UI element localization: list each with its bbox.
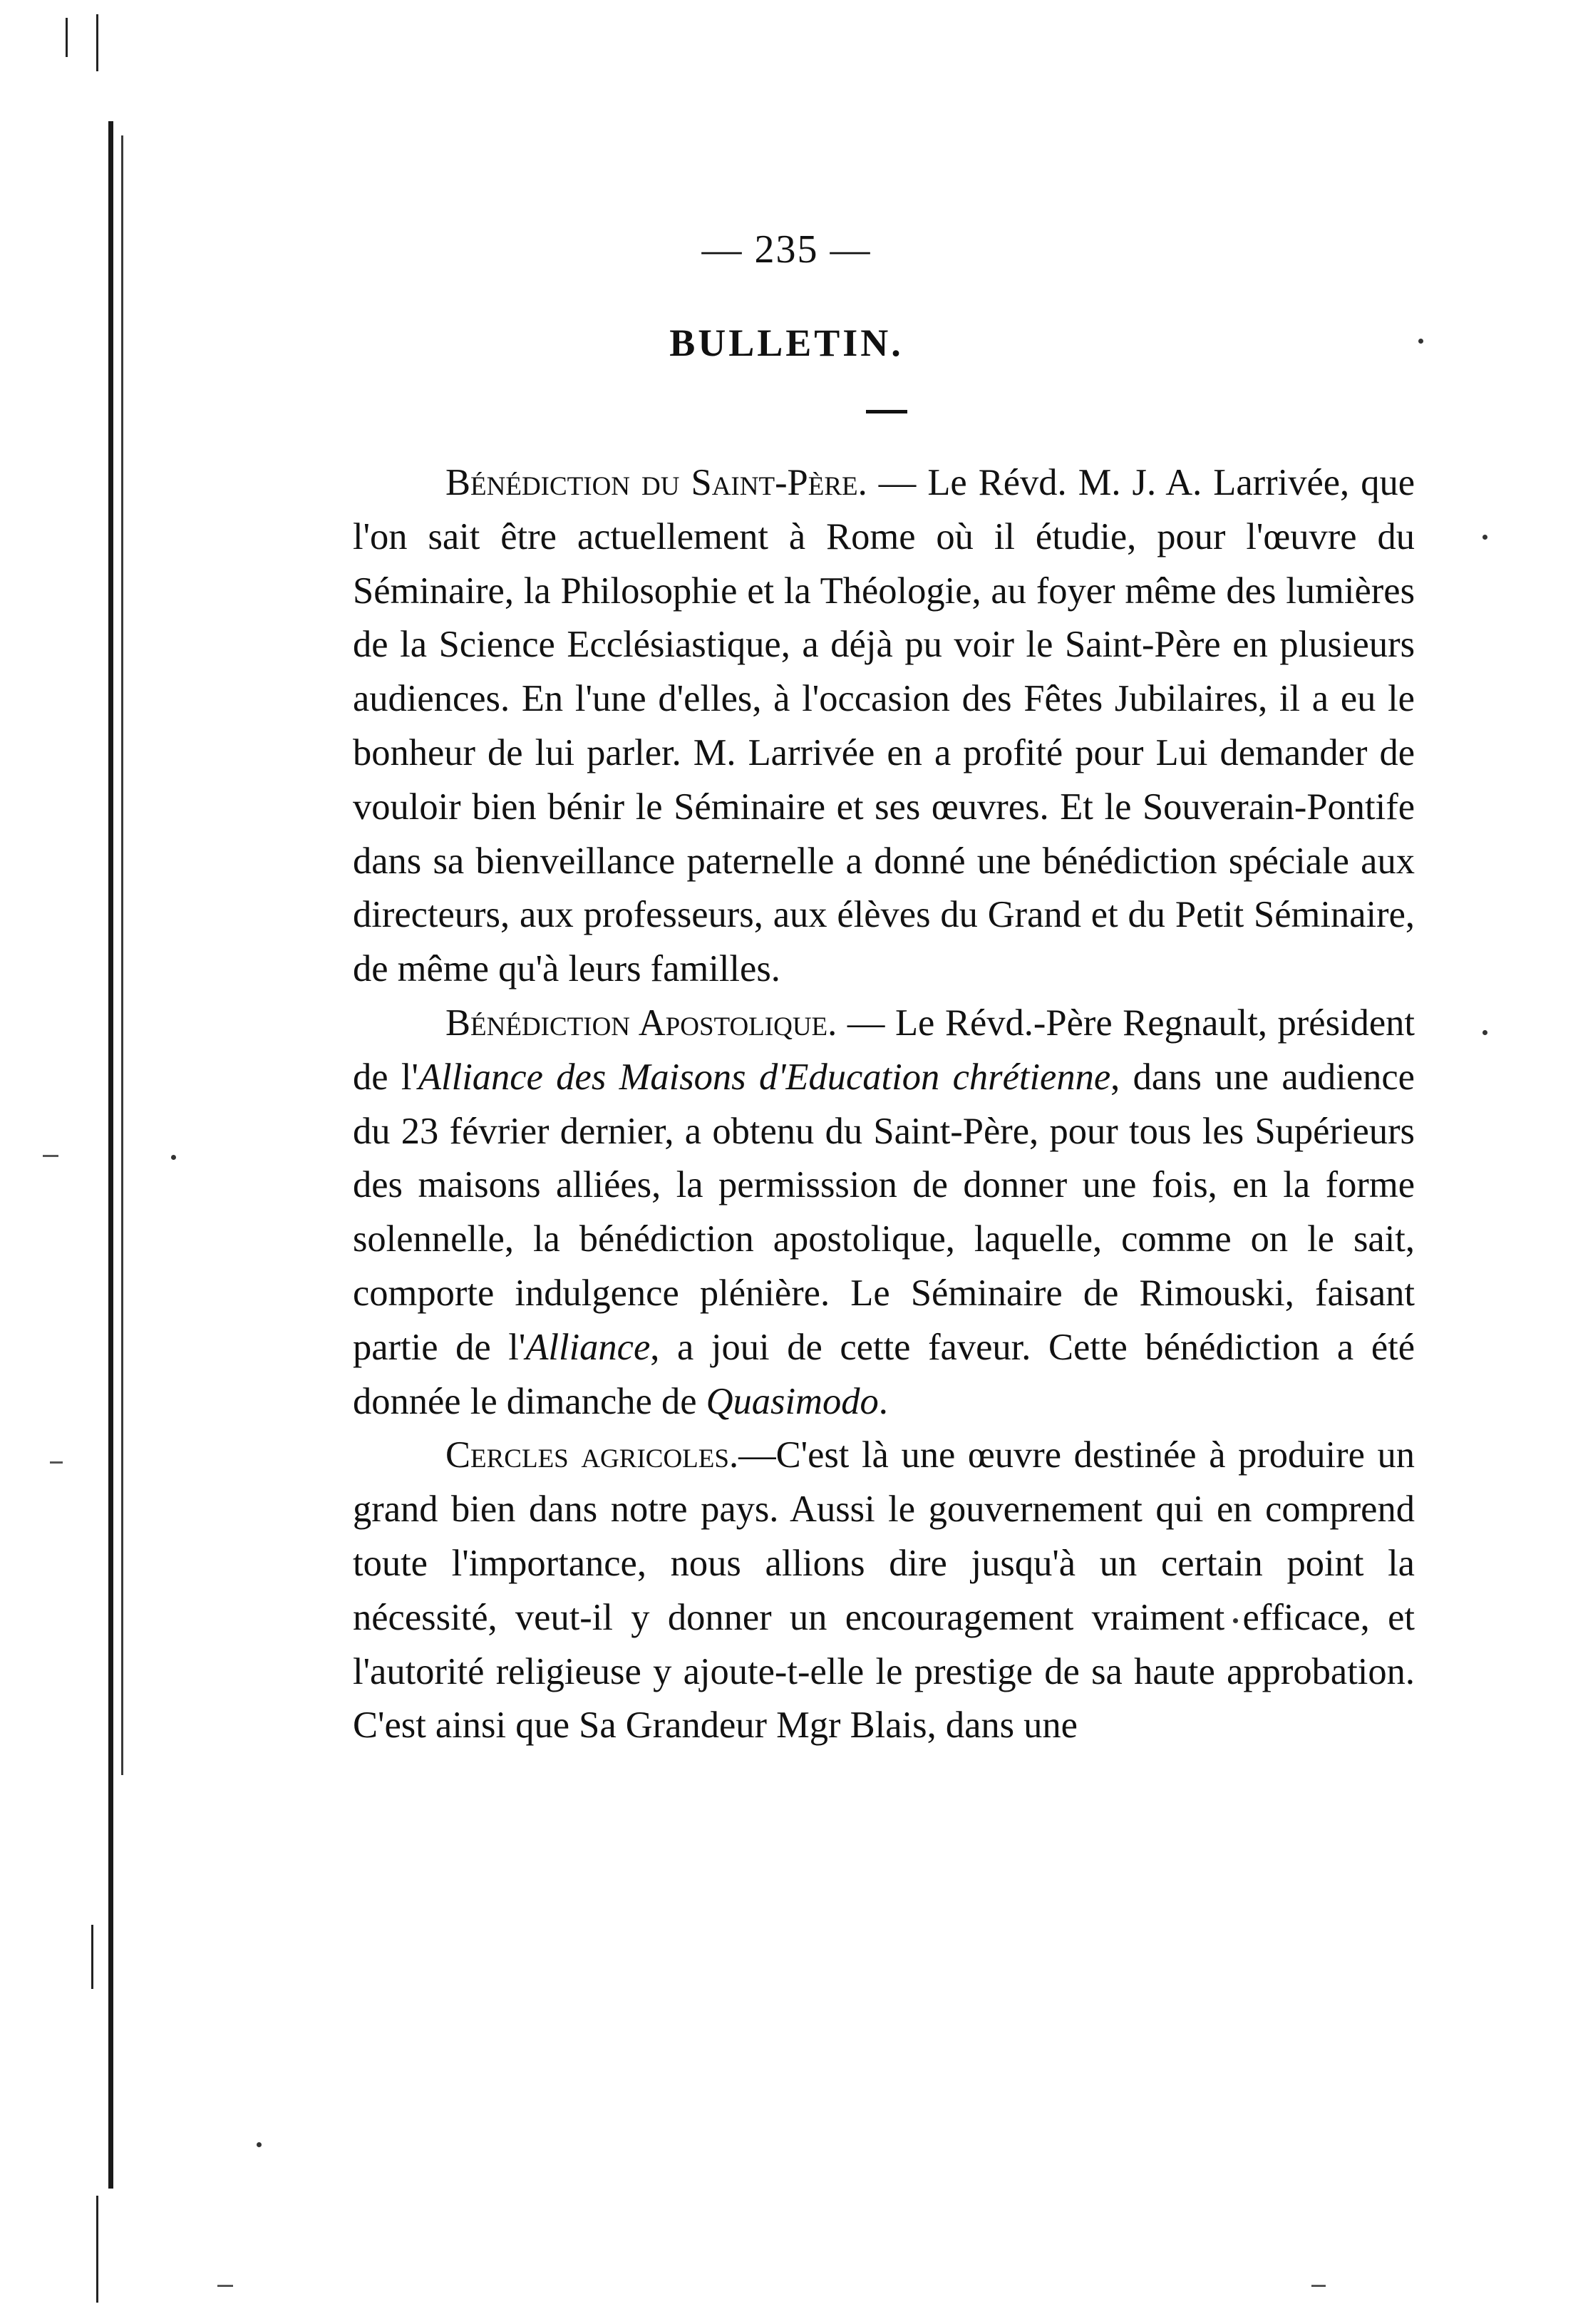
scan-speck xyxy=(1482,1030,1487,1035)
paragraph-text: , a joui de cette faveur. Cette bénédiction a été donnée le dimanche de xyxy=(353,1326,1415,1422)
paragraph-cercles-agricoles: Cercles agricoles.—C'est là une œuvre destinée à produire un grand bien dans notre pays. Aussi le gouvernement qui en comprend toute l'importance, nous allions dire jusqu'à un certain point la nécessité, veut-il y donner un encouragement vraiment efficace, et l'autorité religieuse y ajoute-t-elle le prestige de sa haute approbation. C'est ainsi que Sa Grandeur Mgr Blais, dans une xyxy=(353,1434,1415,1747)
paragraph-text: , dans une audience du 23 février dernier, a obtenu du Saint-Père, pour tous les Supérieurs des maisons alliées, la permisssion de donner une fois, en la forme solennelle, la bénédiction apostolique, laquelle, comme on le sait, comporte indulgence plénière. Le Séminaire de Rimouski, faisant partie de l' xyxy=(353,1056,1415,1368)
paragraph-text: Le Révd. M. J. A. Larrivée, que l'on sait être actuellement à Rome où il étudie, pour l'œuvre du Séminaire, la Philosophie et la Théologie, au foyer même des lumières de la Science Ecclésiastique, a déjà pu voir le Saint-Père en plusieurs audiences. En l'une d'elles, à l'occasion des Fêtes Jubilaires, il a eu le bonheur de lui parler. M. Larrivée en a profité pour Lui demander de vouloir bien bénir le Séminaire et ses œuvres. Et le Souverain-Pontife dans sa bienveillance paternelle a donné une bénédiction spéciale aux directeurs, aux professeurs, aux élèves du Grand et du Petit Séminaire, de même qu'à leurs familles. xyxy=(353,462,1415,990)
binding-edge-line-inner xyxy=(121,135,123,1775)
section-heading: BULLETIN. xyxy=(669,322,904,364)
paragraph-text: Le Révd.-Père Regnault, président de l' xyxy=(353,1002,1415,1098)
scan-speck xyxy=(257,2142,262,2147)
paragraph-title: Cercles agricoles. xyxy=(445,1434,739,1476)
paragraph-title: Bénédiction Apostolique. xyxy=(445,1002,837,1044)
paragraph-title: Bénédiction du Saint-Père. xyxy=(445,462,867,503)
margin-mark xyxy=(96,14,98,71)
page-number: — 235 — xyxy=(701,227,872,272)
margin-mark xyxy=(66,18,68,57)
scan-speck xyxy=(171,1155,176,1160)
italic-text: Quasimodo xyxy=(706,1380,879,1422)
body-text xyxy=(353,456,1415,1753)
italic-text: Alliance des Maisons d'Education chrétienne xyxy=(418,1056,1111,1098)
margin-mark xyxy=(91,1925,93,1989)
margin-mark xyxy=(96,2196,98,2303)
heading-rule xyxy=(866,410,907,413)
paragraph-text: C'est là une œuvre destinée à produire un grand bien dans notre pays. Aussi le gouvernement qui en comprend toute l'importance, nous allions dire jusqu'à un certain point la nécessité, veut-il y donner un encouragement vraiment efficace, et l'autorité religieuse y ajoute-t-elle le prestige de sa haute approbation. C'est ainsi que Sa Grandeur Mgr Blais, dans une xyxy=(353,1434,1415,1747)
margin-mark xyxy=(1311,2285,1326,2287)
italic-text: Alliance xyxy=(525,1326,651,1368)
scan-speck xyxy=(1482,535,1487,540)
paragraph-benediction-apostolique: Bénédiction Apostolique. — Le Révd.-Père Regnault, président de l'Alliance des Maisons d'Education chrétienne, dans une audience du 23 février dernier, a obtenu du Saint-Père, pour tous les Supérieurs des maisons alliées, la permisssion de donner une fois, en la forme solennelle, la bénédiction apostolique, laquelle, comme on le sait, comporte indulgence plénière. Le Séminaire de Rimouski, faisant partie de l'Alliance, a joui de cette faveur. Cette bénédiction a été donnée le dimanche de Quasimodo. xyxy=(353,1002,1415,1422)
paragraph-benediction-saint-pere: Bénédiction du Saint-Père. — Le Révd. M. J. A. Larrivée, que l'on sait être actuellement à Rome où il étudie, pour l'œuvre du Séminaire, la Philosophie et la Théologie, au foyer même des lumières de la Science Ecclésiastique, a déjà pu voir le Saint-Père en plusieurs audiences. En l'une d'elles, à l'occasion des Fêtes Jubilaires, il a eu le bonheur de lui parler. M. Larrivée en a profité pour Lui demander de vouloir bien bénir le Séminaire et ses œuvres. Et le Souverain-Pontife dans sa bienveillance paternelle a donné une bénédiction spéciale aux directeurs, aux professeurs, aux élèves du Grand et du Petit Séminaire, de même qu'à leurs familles. xyxy=(353,462,1415,990)
paragraph-text: . xyxy=(878,1380,888,1422)
margin-mark xyxy=(43,1155,58,1157)
margin-mark xyxy=(217,2285,233,2287)
binding-edge-line xyxy=(108,121,113,2189)
margin-mark xyxy=(50,1461,63,1464)
